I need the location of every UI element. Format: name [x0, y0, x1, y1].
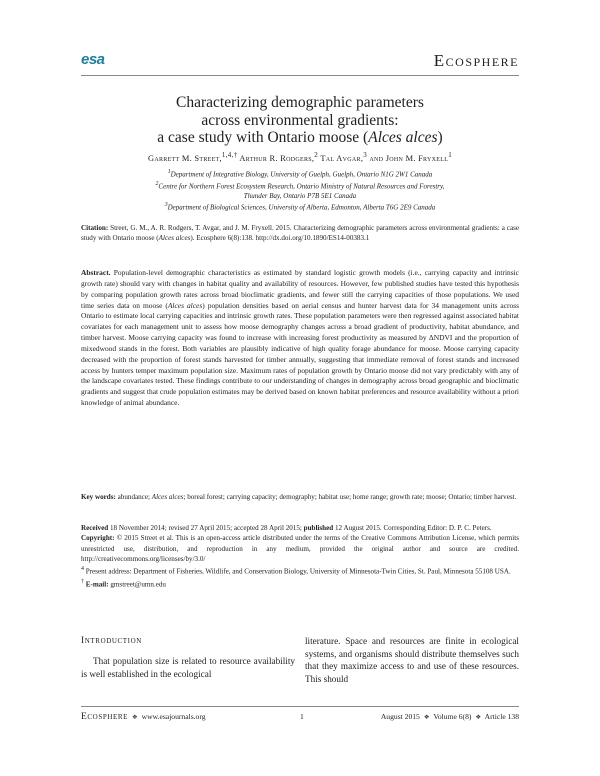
- received-label: Received: [81, 524, 109, 532]
- citation-species: Alces alces: [158, 233, 191, 242]
- footer-right: [381, 712, 519, 721]
- esa-logo[interactable]: esa: [81, 51, 105, 68]
- footer-rule: [81, 706, 519, 707]
- affiliation-sup: 2: [155, 180, 159, 187]
- affiliation: [100, 168, 500, 180]
- footer-website[interactable]: www.esajournals.org: [141, 712, 206, 721]
- email-label: E-mail:: [83, 580, 109, 589]
- present-address-text: Present address: Department of Fisheries, Wildlife, and Conservation Biology, University of Minnesota-Twin Cities, St. Paul, Minnesota 55108 USA.: [83, 567, 511, 576]
- author-sup: 2: [314, 151, 319, 159]
- citation-label: Citation:: [81, 224, 109, 232]
- article-meta: [81, 523, 519, 590]
- author: and John M. Fryxell: [367, 153, 449, 163]
- author-sup: 1,4,†: [221, 151, 238, 159]
- keywords-species: Alces alces: [151, 493, 184, 501]
- email-line: [81, 577, 519, 590]
- title-line-3: [100, 129, 500, 147]
- published-label: published: [303, 524, 334, 532]
- author-sup: 1: [448, 151, 452, 159]
- received-text: 18 November 2014; revised 27 April 2015; accepted 28 April 2015;: [108, 524, 304, 532]
- section-heading-introduction: Introduction: [81, 636, 142, 646]
- footer-volume: Volume 6(8): [433, 712, 472, 721]
- abstract-label: Abstract.: [81, 268, 111, 277]
- title-species: Alces alces: [368, 129, 438, 146]
- author-sup: 3: [363, 151, 368, 159]
- keywords-text-cont: ; boreal forest; carrying capacity; demography; habitat use; home range; growth rate; moose; Ontario; timber harvest.: [183, 493, 517, 501]
- keywords-label: Key words:: [81, 493, 116, 501]
- footer-left: [81, 712, 206, 722]
- diamond-icon: ❖: [131, 714, 138, 721]
- affiliation-text: Centre for Northern Forest Ecosystem Research, Ontario Ministry of Natural Resources and Forestry,: [158, 182, 445, 191]
- author: Tal Avgar,: [318, 153, 364, 163]
- affiliation: [100, 180, 500, 192]
- footer-date: August 2015: [380, 712, 420, 721]
- affiliations: [100, 168, 500, 213]
- abstract-species: Alces alces: [167, 300, 203, 310]
- affiliation-text: Department of Integrative Biology, University of Guelph, Guelph, Ontario N1G 2W1 Canada: [170, 170, 433, 179]
- footer-article: Article 138: [484, 712, 519, 721]
- header-rule: [81, 75, 519, 76]
- diamond-icon: ❖: [475, 714, 482, 721]
- received-line: [81, 523, 519, 533]
- title-line-3-prefix: a case study with Ontario moose (: [157, 129, 369, 146]
- body-column-right: literature. Space and resources are finite in ecological systems, and organisms should distribute themselves such that they maximize access to and use of these resources. This should: [305, 636, 519, 685]
- title-line-2: across environmental gradients:: [201, 111, 399, 129]
- abstract-text-cont: ) population densities based on aerial census and hunter harvest data for 34 management units across Ontario to estimate local carrying capacities and intrinsic growth rates. These population parameters were then regressed against associated habitat covariates for each management unit to assess how moose demography changes across a broad gradient of productivity, habitat abundance, and timber harvest. Moose carrying capacity was found to increase with increasing forest productivity as measured by ΔNDVI and the proportion of mixedwood stands in the forest. Both variables are plausibly indicative of high quality forage abundance for moose. Moose carrying capacity decreased with the proportion of forest stands harvested for timber annually, suggesting that immediate removal of forest stands and increased access by hunters temper maximum population size. Maximum rates of population growth by Ontario moose did not vary predictably with any of the landscape covariates tested. These findings contribute to our understanding of changes in demography across broad geographic and bioclimatic gradients and suggest that crude population estimates may be derived based on known habitat preferences and resource availability without a priori knowledge of animal abundance.: [81, 300, 519, 408]
- citation: [81, 224, 519, 244]
- title-line-3-suffix: ): [437, 129, 443, 146]
- affiliation: [100, 192, 500, 202]
- citation-text: Street, G. M., A. R. Rodgers, T. Avgar, and J. M. Fryxell. 2015. Characterizing demographic parameters across environmental gradients: a case study with Ontario moose (: [81, 224, 519, 242]
- title-line-1: Characterizing demographic parameters: [176, 94, 424, 111]
- present-address-sup: 4: [81, 566, 84, 573]
- diamond-icon: ❖: [423, 714, 430, 721]
- affiliation-text: Department of Biological Sciences, University of Alberta, Edmonton, Alberta T6G 2E9 Canada: [167, 203, 436, 212]
- abstract-text: Population-level demographic characteristics as estimated by standard logistic growth models (i.e., carrying capacity and intrinsic growth rate) should vary with changes in habitat quality and availability of resources. However, few published studies have tested this hypothesis by comparing population growth rates across broad bioclimatic gradients, and fewer still the carrying capacities of those populations. We used time series data on moose (: [81, 268, 519, 310]
- abstract: [81, 268, 519, 409]
- email-address[interactable]: gmstreet@umn.edu: [108, 580, 166, 589]
- published-text: 12 August 2015. Corresponding Editor: D. P. C. Peters.: [333, 524, 492, 532]
- keywords-text: abundance;: [115, 493, 152, 501]
- keywords: [81, 492, 519, 502]
- present-address: [81, 564, 519, 577]
- citation-text-doi[interactable]: ). Ecosphere 6(8):138. http://dx.doi.org/10.1890/ES14-00383.1: [190, 233, 370, 242]
- page-number: 1: [300, 712, 304, 721]
- footer-journal: Ecosphere: [81, 712, 128, 722]
- copyright-label: Copyright:: [81, 534, 115, 543]
- email-sup: †: [81, 578, 84, 585]
- affiliation: [100, 201, 500, 213]
- copyright-text[interactable]: © 2015 Street et al. This is an open-access article distributed under the terms of the Creative Commons Attribution License, which permits unrestricted use, distribution, and reproduction in any medium, provided the original author and source are credited. http://creativecommons.org/licenses/by/3.0/: [81, 534, 519, 563]
- affiliation-sup: 3: [164, 202, 168, 209]
- author: Arthur R. Rodgers,: [237, 153, 315, 163]
- copyright-line: [81, 533, 519, 564]
- article-title: [100, 94, 500, 147]
- affiliation-text: Thunder Bay, Ontario P7B 5E1 Canada: [243, 191, 357, 200]
- affiliation-sup: 1: [167, 169, 171, 175]
- page-footer: [81, 712, 519, 724]
- body-column-left: That population size is related to resource availability is well established in the ecological: [81, 656, 295, 679]
- author-list: [86, 150, 514, 164]
- journal-name: Ecosphere: [433, 51, 519, 70]
- author: Garrett M. Street,: [148, 153, 222, 163]
